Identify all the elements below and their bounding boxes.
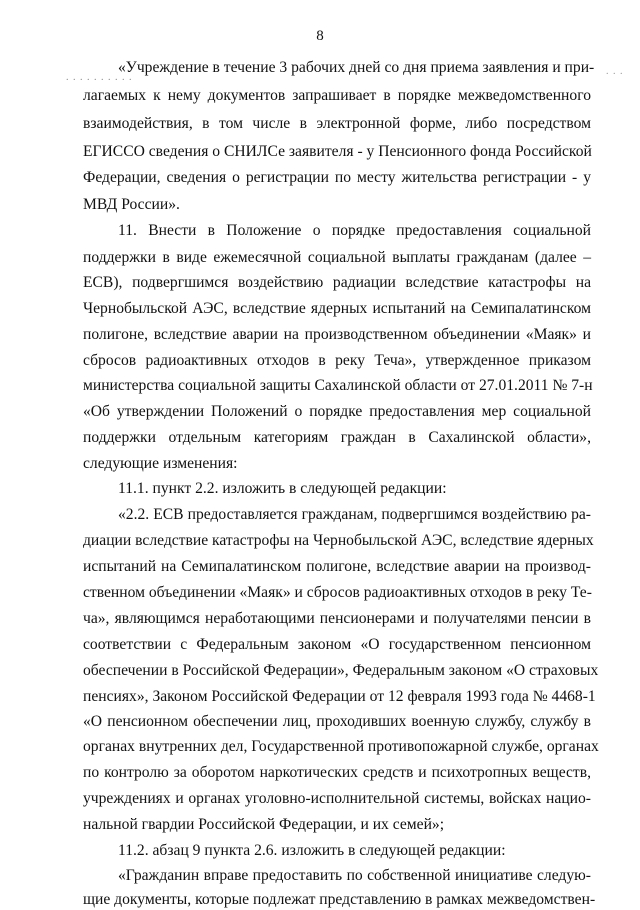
text-line: щие документы, которые подлежат представлению в рамках межведомствен- (83, 891, 596, 908)
text-line: ЕСВ), подвергшимся воздействию радиации вследствие катастрофы на (83, 274, 591, 291)
text-line: МВД России». (83, 196, 180, 213)
text-line: «Об утверждении Положений о порядке предоставления мер социальной (83, 403, 591, 420)
text-line: лагаемых к нему документов запрашивает в порядке межведомственного (83, 87, 591, 104)
text-line: нальной гвардии Российской Федерации, и их семей»; (83, 816, 445, 833)
text-line: 11. Внести в Положение о порядке предоставления социальной (118, 222, 591, 239)
text-line: Федерации, сведения о регистрации по месту жительства регистрации - у (83, 169, 591, 186)
text-line: соответствии с Федеральным законом «О государственном пенсионном (83, 636, 591, 653)
text-line: сбросов радиоактивных отходов в реку Теча», утвержденное приказом (83, 352, 591, 369)
text-line: ча», являющимся неработающими пенсионерами и получателями пенсии в (83, 610, 591, 627)
text-line: поддержки отдельным категориям граждан в Сахалинской области», (83, 429, 591, 446)
text-line: органах внутренних дел, Государственной противопожарной службе, органах (83, 738, 599, 755)
text-line: 11.1. пункт 2.2. изложить в следующей редакции: (118, 480, 447, 497)
text-line: диации вследствие катастрофы на Чернобыльской АЭС, вследствие ядерных (83, 532, 594, 549)
text-line: следующие изменения: (83, 455, 238, 472)
text-line: Чернобыльской АЭС, вследствие ядерных испытаний на Семипалатинском (83, 300, 591, 317)
text-line: полигоне, вследствие аварии на производственном объединении «Маяк» и (83, 326, 591, 343)
text-line: обеспечении в Российской Федерации», Федеральным законом «О страховых (83, 662, 599, 679)
text-line: «Учреждение в течение 3 рабочих дней со дня приема заявления и при- (118, 59, 595, 76)
text-line: «2.2. ЕСВ предоставляется гражданам, подвергшимся воздействию ра- (118, 506, 591, 523)
text-line: министерства социальной защиты Сахалинской области от 27.01.2011 № 7-н (83, 377, 593, 394)
page-number: 8 (316, 28, 324, 44)
scan-artifact-right: . . . (606, 66, 624, 77)
text-line: «Гражданин вправе предоставить по собственной инициативе следую- (118, 867, 591, 884)
text-line: учреждениях и органах уголовно-исполнительной системы, войсках нацио- (83, 790, 591, 807)
text-line: по контролю за оборотом наркотических средств и психотропных веществ, (83, 764, 591, 781)
text-line: пенсиях», Законом Российской Федерации от 12 февраля 1993 года № 4468-1 (83, 688, 596, 705)
text-line: 11.2. абзац 9 пункта 2.6. изложить в следующей редакции: (118, 842, 506, 859)
text-line: взаимодействия, в том числе в электронной форме, либо посредством (83, 115, 591, 132)
scan-artifact-left: . . . . . . . . . . (66, 72, 133, 83)
text-line: поддержки в виде ежемесячной социальной выплаты гражданам (далее – (83, 249, 591, 266)
text-line: ственном объединении «Маяк» и сбросов радиоактивных отходов в реку Те- (83, 584, 592, 601)
text-line: «О пенсионном обеспечении лиц, проходивших военную службу, службу в (83, 713, 591, 730)
text-line: ЕГИССО сведения о СНИЛСе заявителя - у Пенсионного фонда Российской (83, 143, 592, 160)
text-line: испытаний на Семипалатинском полигоне, вследствие аварии на производ- (83, 558, 591, 575)
